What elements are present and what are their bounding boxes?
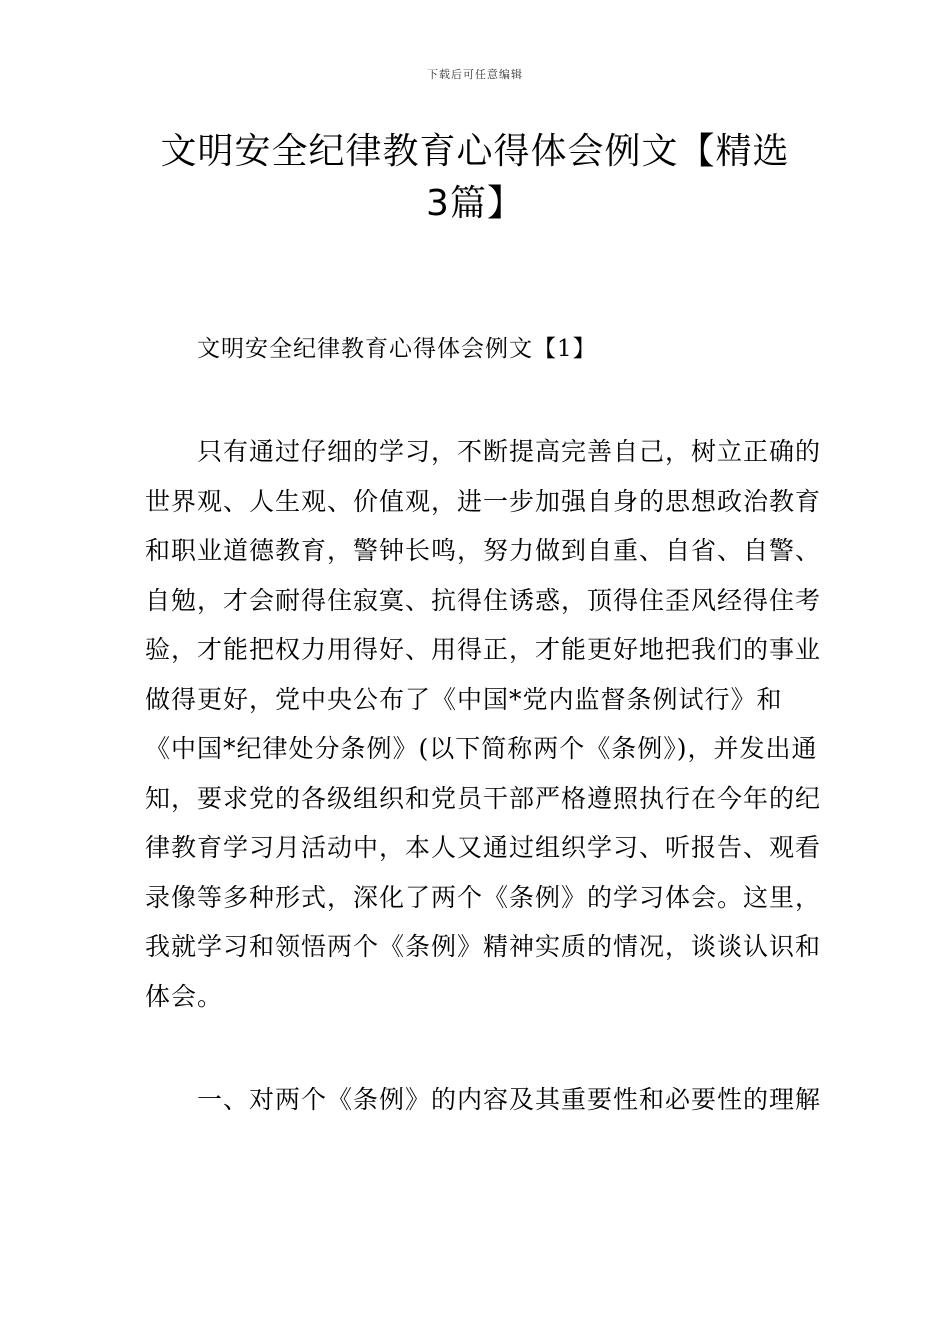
article-heading: 文明安全纪律教育心得体会例文【1】	[197, 336, 597, 362]
body-paragraph: 只有通过仔细的学习，不断提高完善自己，树立正确的世界观、人生观、价值观，进一步加强自身的思想政治教育和职业道德教育，警钟长鸣，努力做到自重、自省、自警、自勉，才会耐得住寂寞、抗得住诱惑，顶得住歪风经得住考验，才能把权力用得好、用得正，才能更好地把我们的事业做得更好，党中央公布了《中国*党内监督条例试行》和《中国*纪律处分条例》(以下简称两个《条例》)，并发出通知，要求党的各级组织和党员干部严格遵照执行在今年的纪律教育学习月活动中，本人又通过组织学习、听报告、观看录像等多种形式，深化了两个《条例》的学习体会。这里，我就学习和领悟两个《条例》精神实质的情况，谈谈认识和体会。	[145, 437, 822, 1011]
section-heading: 一、对两个《条例》的内容及其重要性和必要性的理解	[197, 1085, 822, 1114]
document-title: 文明安全纪律教育心得体会例文【精选3篇】	[160, 131, 790, 224]
header-note: 下载后可任意编辑	[427, 68, 523, 81]
